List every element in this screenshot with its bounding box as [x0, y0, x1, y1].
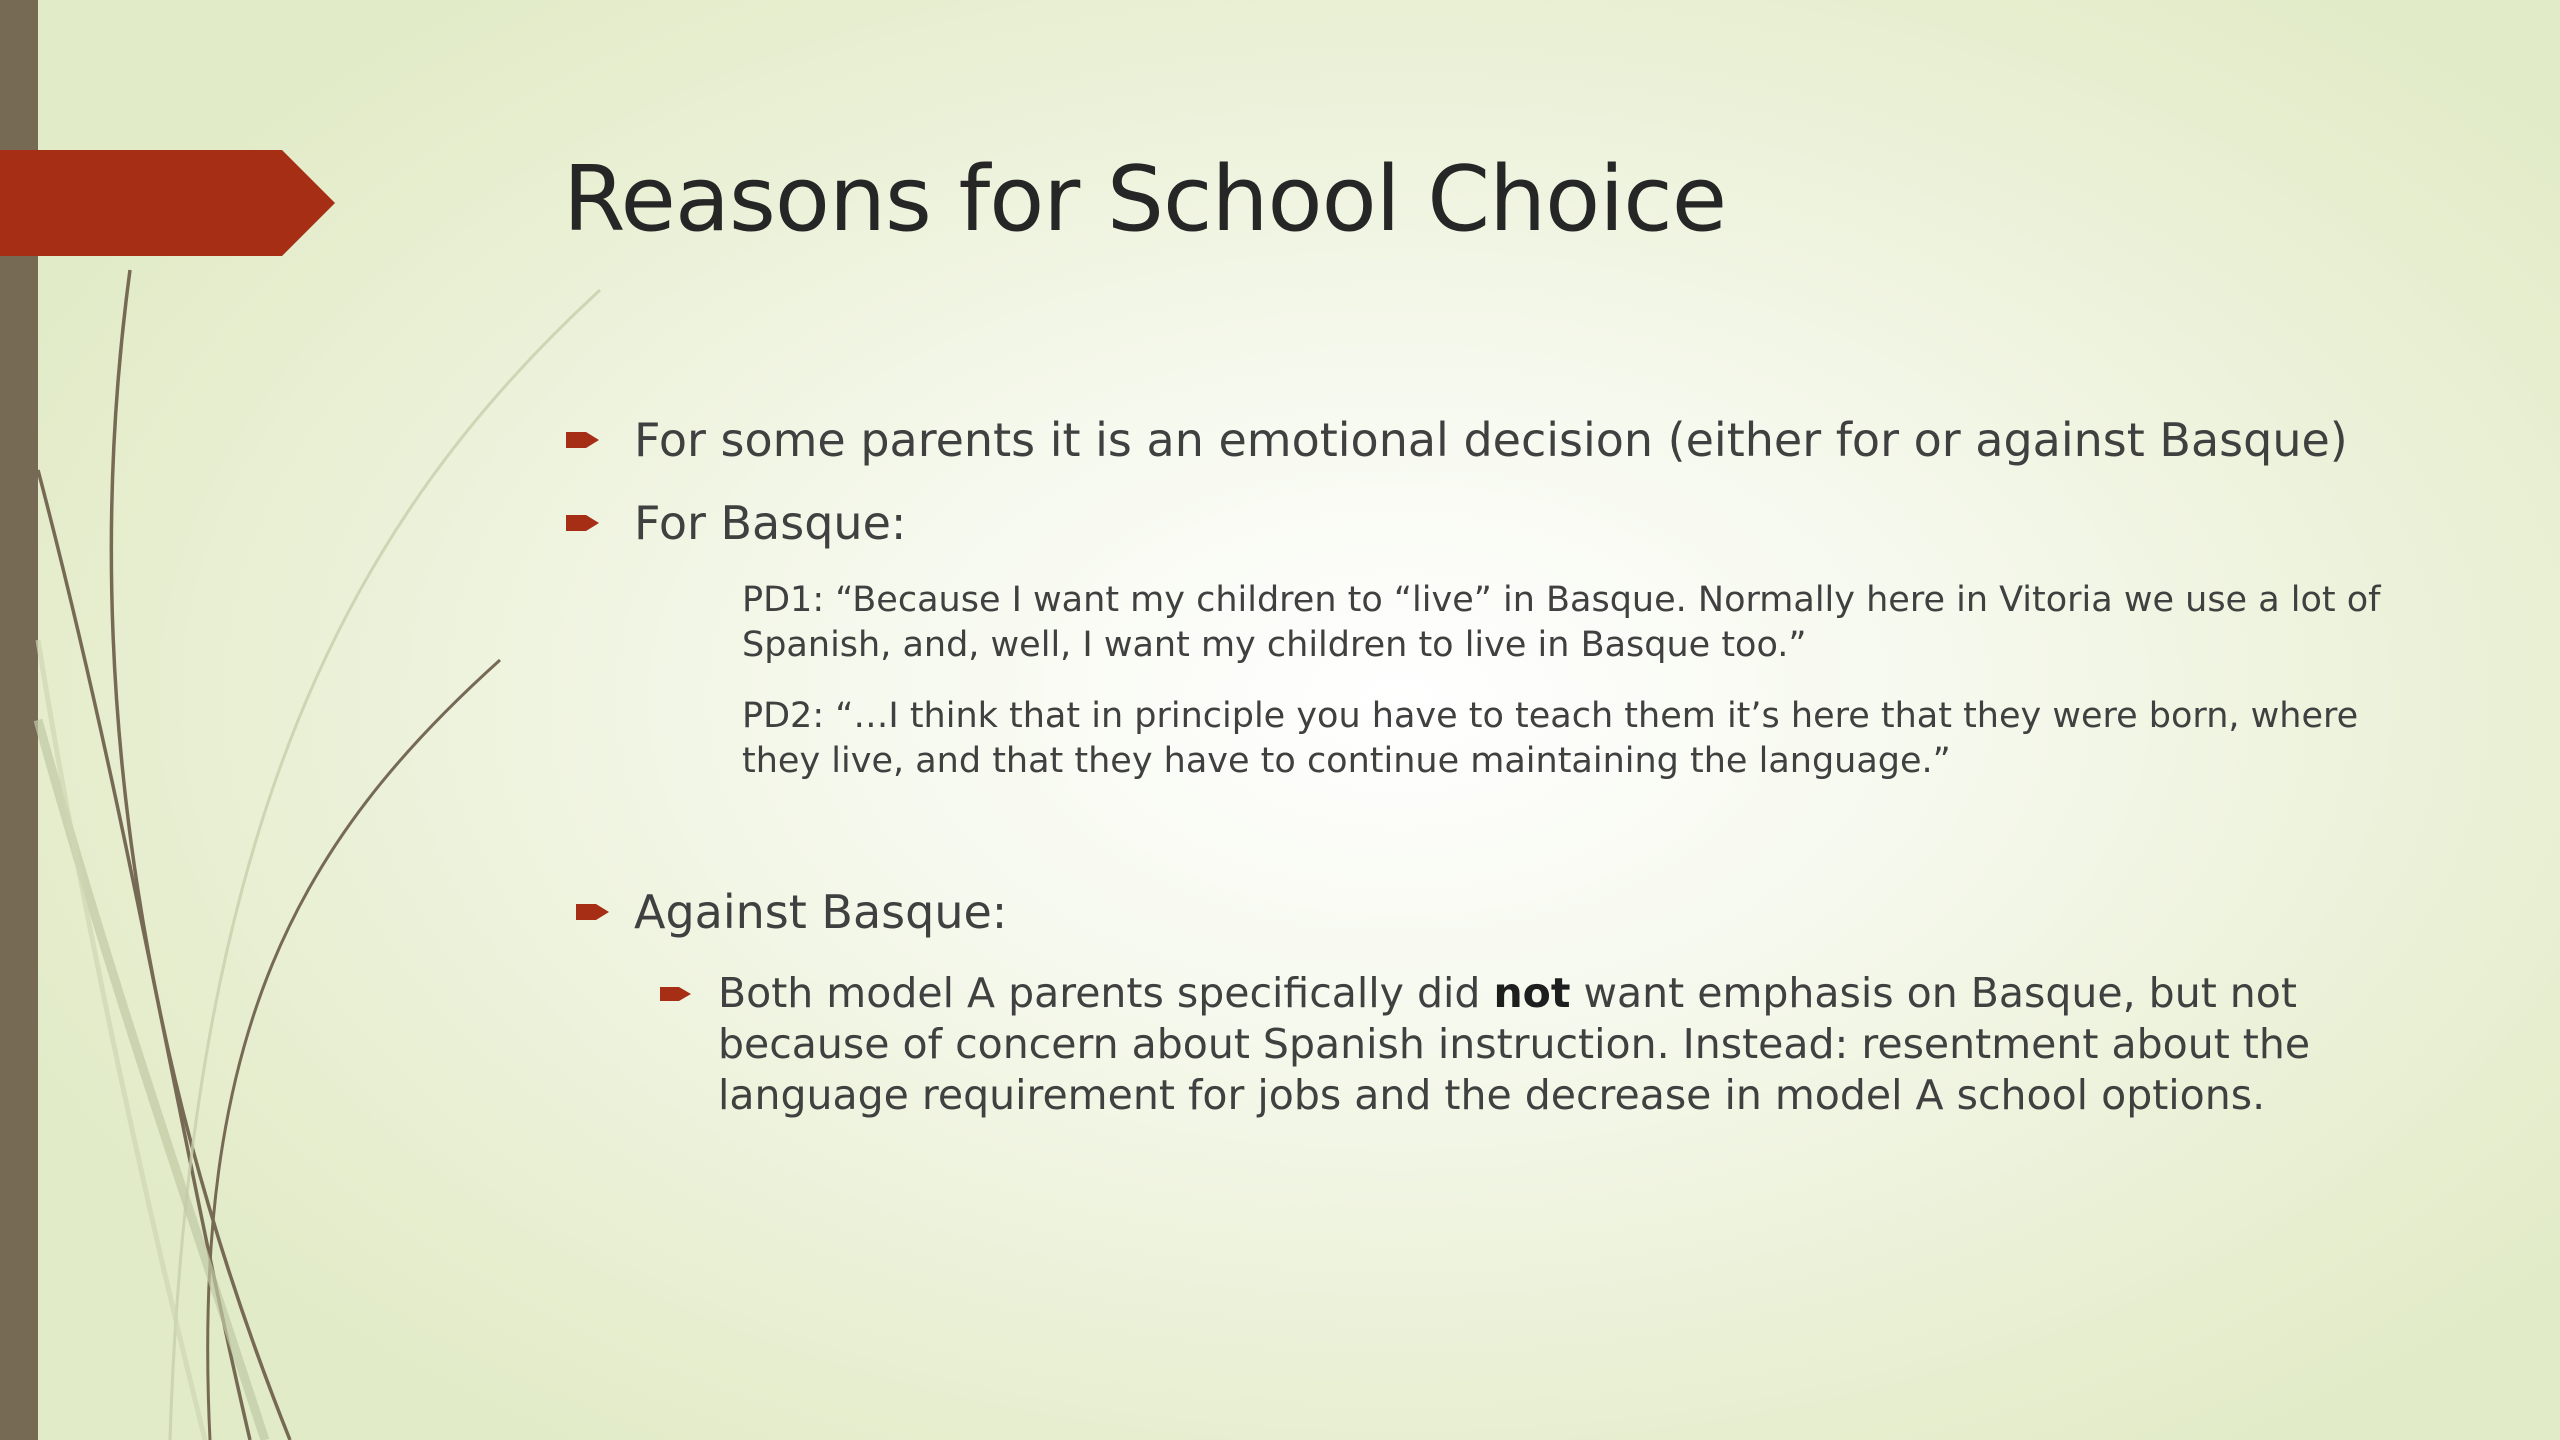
arrow-bullet-icon — [566, 430, 600, 450]
quote-pd1: PD1: “Because I want my children to “live” in Basque. Normally here in Vitoria we use a lot of Spanish, and, well, I want my children to live in Basque too.” — [742, 580, 2381, 665]
bullet-text: Against Basque: — [634, 885, 1008, 939]
emphasis-not: not — [1493, 969, 1571, 1017]
sub-bullet-text-after: want emphasis on Basque, but not because of concern about Spanish instruction. Instead: resentment about the language requirement for jobs and the decrease in model A school options. — [718, 969, 2311, 1119]
bullet-against-basque — [576, 882, 1007, 942]
arrow-bullet-icon — [576, 902, 610, 922]
sub-bullet-text — [718, 968, 2338, 1121]
sub-bullet-model-a — [660, 968, 2420, 1121]
bullet-emotional-decision — [566, 410, 2348, 470]
title-arrow-shape — [0, 150, 340, 256]
arrow-bullet-icon — [660, 985, 692, 1003]
bullet-for-basque — [566, 493, 906, 553]
quote-pd2: PD2: “…I think that in principle you have to teach them it’s here that they were born, where they live, and that they have to continue maintaining the language.” — [742, 696, 2359, 781]
sub-bullet-text-before: Both model A parents specifically did — [718, 969, 1494, 1017]
slide-title: Reasons for School Choice — [563, 147, 1727, 252]
bullet-text: For Basque: — [634, 496, 907, 550]
bullet-text: For some parents it is an emotional decision (either for or against Basque) — [634, 413, 2348, 467]
arrow-bullet-icon — [566, 513, 600, 533]
